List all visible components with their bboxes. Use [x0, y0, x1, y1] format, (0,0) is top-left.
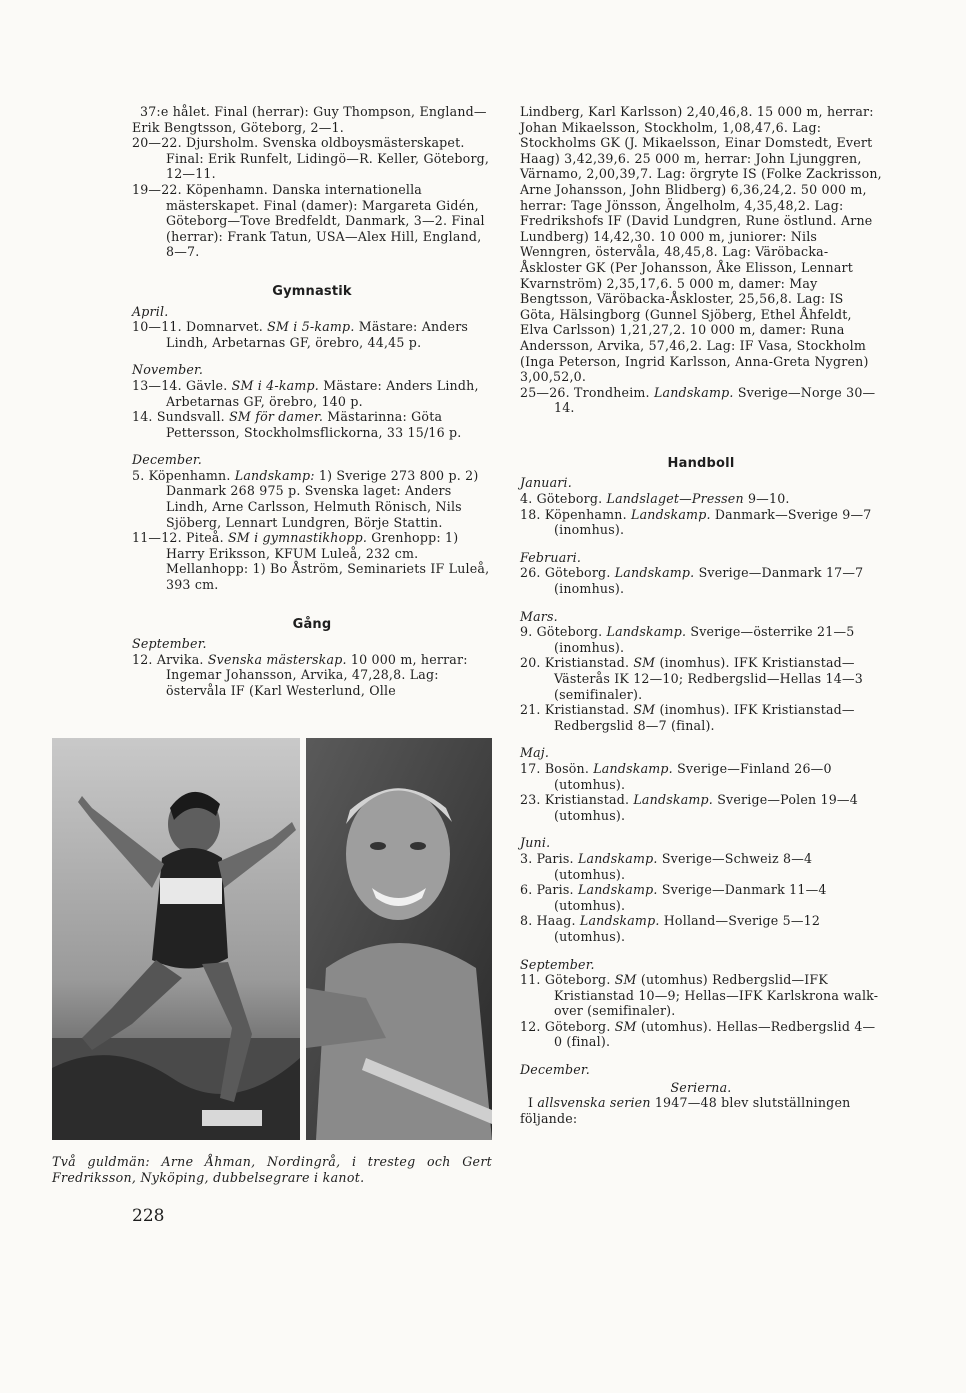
- month-december-hb: December.: [520, 1062, 590, 1078]
- hb-entry-jun-2: 6. Paris. Landskamp. Sverige—Danmark 11—4 (utomhus).: [520, 882, 827, 913]
- month-mars: Mars.: [520, 608, 558, 624]
- hb-entry-maj-2: 23. Kristianstad. Landskamp. Sverige—Polen 19—4 (utomhus).: [520, 792, 858, 823]
- serierna-text: I allsvenska serien 1947—48 blev slutställningen följande:: [520, 1095, 851, 1126]
- gym-entry-dec-2: 11—12. Piteå. SM i gymnastikhopp. Grenhopp: 1) Harry Eriksson, KFUM Luleå, 232 cm. Mellanhopp: 1) Bo Åström, Seminariets IF Luleå, 393 cm.: [132, 530, 490, 593]
- hb-entry-jan-2: 18. Köpenhamn. Landskamp. Danmark—Sverige 9—7 (inomhus).: [520, 506, 872, 538]
- month-juni: Juni.: [520, 835, 551, 851]
- month-januari: Januari.: [520, 475, 572, 491]
- canoeist-image: [306, 738, 492, 1140]
- gym-entry-nov-2: 14. Sundsvall. SM för damer. Mästarinna: Göta Pettersson, Stockholmsflickorna, 33 15/16 p.: [132, 409, 462, 440]
- gang-heading: Gång: [292, 616, 332, 632]
- hb-entry-jun-1: 3. Paris. Landskamp. Sverige—Schweiz 8—4 (utomhus).: [520, 850, 813, 882]
- gang-entry-sep: 12. Arvika. Svenska mästerskap. 10 000 m, herrar: Ingemar Johansson, Arvika, 47,28,8. Lag: östervåla IF (Karl Westerlund, Olle: [132, 651, 468, 698]
- gang-continuation: Lindberg, Karl Karlsson) 2,40,46,8. 15 000 m, herrar: Johan Mikaelsson, Stockholm, 1,08,47,6. Lag: Stockholms GK (J. Mikaelsson, Einar Domstedt, Evert Haag) 3,42,39,6. 25 000 m, herrar: John Ljunggren, Värnamo, 2,00,39,7. Lag: örgryte IS (Folke Zackrisson, Arne Johansson, John Blidberg) 6,36,24,2. 50 000 m, herrar: Tage Jönsson, Ängelholm, 4,35,48,2. Lag: Fredrikshofs IF (David Lundgren, Rune östlund. Arne Lundberg) 14,42,30. 10 000 m, juniorer: Nils Wenngren, östervåla, 48,45,8. Lag: Väröbacka-Åskloster GK (Per Johansson, Åke Elisson, Lennart Kvarnström) 2,35,17,6. 5 000 m, damer: May Bengtsson, Väröbacka-Åskloster, 25,56,8. Lag: IS Göta, Hälsingborg (Gunnel Sjöberg, Ethel Åhfeldt, Elva Carlsson) 1,21,27,2. 10 000 m, damer: Runa Andersson, Arvika, 57,46,2. Lag: IF Vasa, Stockholm (Inga Peterson, Ingrid Karlsson, Anna-Greta Nygren) 3,00,52,0.: [520, 104, 882, 385]
- serierna-subheading: Serierna.: [670, 1079, 732, 1095]
- hb-entry-mar-3: 21. Kristianstad. SM (inomhus). IFK Kristianstad—Redbergslid 8—7 (final).: [520, 702, 855, 733]
- right-column: [520, 104, 882, 1126]
- gym-entry-nov-1: 13—14. Gävle. SM i 4-kamp. Mästare: Anders Lindh, Arbetarnas GF, örebro, 140 p.: [132, 377, 479, 409]
- hb-entry-mar-2: 20. Kristianstad. SM (inomhus). IFK Kristianstad—Västerås IK 12—10; Redbergslid—Hellas 14—3 (semifinaler).: [520, 655, 863, 702]
- month-december: December.: [132, 452, 202, 468]
- left-column: [132, 104, 492, 699]
- hb-entry-sep-2: 12. Göteborg. SM (utomhus). Hellas—Redbergslid 4—0 (final).: [520, 1018, 876, 1050]
- photo-triple-jumper: [52, 738, 300, 1140]
- month-september-hb: September.: [520, 956, 595, 972]
- hb-entry-jan-1: 4. Göteborg. Landslaget—Pressen 9—10.: [520, 491, 790, 507]
- hb-entry-feb: 26. Göteborg. Landskamp. Sverige—Danmark 17—7 (inomhus).: [520, 565, 864, 597]
- photo-canoeist: [306, 738, 492, 1140]
- month-februari: Februari.: [520, 549, 582, 565]
- golf-entry-oldboys: 20—22. Djursholm. Svenska oldboysmästerskapet. Final: Erik Runfelt, Lidingö—R. Keller, Göteborg, 12—11.: [132, 135, 490, 182]
- photo-caption: Två guldmän: Arne Åhman, Nordingrå, i tresteg och Gert Fredriksson, Nyköping, dubbelsegrare i kanot.: [52, 1154, 492, 1185]
- month-november: November.: [132, 362, 204, 378]
- hb-entry-maj-1: 17. Bosön. Landskamp. Sverige—Finland 26—0 (utomhus).: [520, 760, 832, 792]
- gymnastik-heading: Gymnastik: [272, 283, 352, 299]
- triple-jumper-image: [52, 738, 300, 1140]
- hb-entry-mar-1: 9. Göteborg. Landskamp. Sverige—österrike 21—5 (inomhus).: [520, 624, 855, 655]
- golf-continuation: 37:e hålet. Final (herrar): Guy Thompson, England—Erik Bengtsson, Göteborg, 2—1.: [132, 104, 487, 135]
- hb-entry-jun-3: 8. Haag. Landskamp. Holland—Sverige 5—12 (utomhus).: [520, 913, 821, 944]
- page-number: 228: [132, 1206, 165, 1226]
- gym-entry-april: 10—11. Domnarvet. SM i 5-kamp. Mästare: Anders Lindh, Arbetarnas GF, örebro, 44,45 p.: [132, 319, 469, 350]
- gang-entry-norway: 25—26. Trondheim. Landskamp. Sverige—Norge 30—14.: [520, 384, 876, 416]
- handboll-heading: Handboll: [667, 455, 735, 471]
- golf-entry-danish: 19—22. Köpenhamn. Danska internationella mästerskapet. Final (damer): Margareta Gidén, Göteborg—Tove Bredfeldt, Danmark, 3—2. Final (herrar): Frank Tatun, USA—Alex Hill, England, 8—7.: [132, 181, 485, 260]
- month-maj: Maj.: [520, 745, 550, 761]
- gym-entry-dec-1: 5. Köpenhamn. Landskamp: 1) Sverige 273 800 p. 2) Danmark 268 975 p. Svenska laget: Anders Lindh, Arne Carlsson, Helmuth Rönisch, Nils Sjöberg, Lennart Lundgren, Börje Stattin.: [132, 467, 479, 530]
- hb-entry-sep-1: 11. Göteborg. SM (utomhus) Redbergslid—IFK Kristianstad 10—9; Hellas—IFK Karlskrona walk-over (semifinaler).: [520, 972, 879, 1019]
- photo-spread: [52, 738, 492, 1140]
- month-april: April.: [132, 303, 169, 319]
- month-september: September.: [132, 636, 207, 652]
